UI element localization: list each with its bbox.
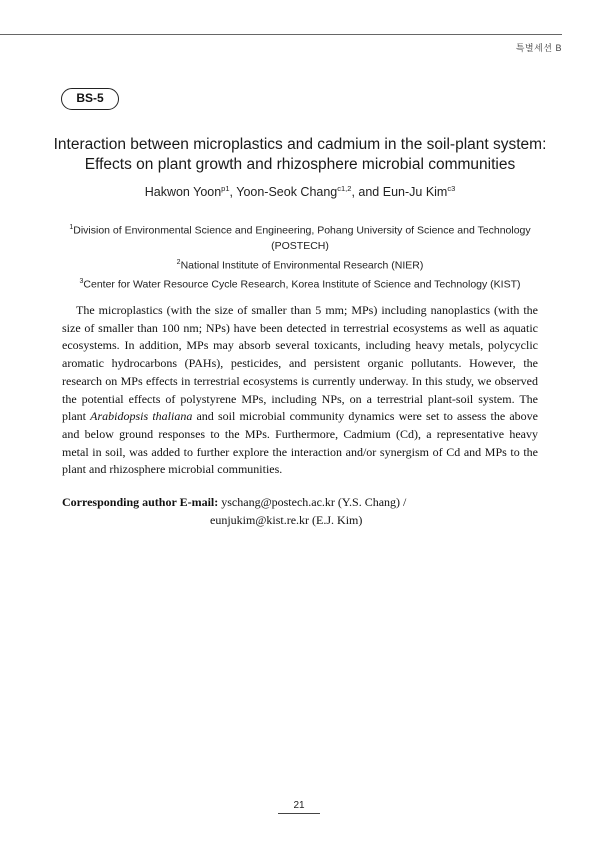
author-sup: c1,2 xyxy=(337,184,352,193)
affiliation-sup: 3 xyxy=(79,277,84,285)
author-name: Yoon-Seok Chang xyxy=(236,185,338,200)
affiliation-3 xyxy=(55,274,545,293)
abstract-body xyxy=(62,302,538,479)
header-rule xyxy=(0,34,562,35)
title-line-2: Effects on plant growth and rhizosphere microbial communities xyxy=(84,156,516,173)
author-list xyxy=(40,184,560,199)
corresponding-author xyxy=(62,493,406,529)
page-number: 21 xyxy=(278,800,320,814)
affiliation-text: Center for Water Resource Cycle Research, Korea Institute of Science and Technology (KIST) xyxy=(83,278,521,290)
paper-title xyxy=(40,135,560,175)
author-sup: p1 xyxy=(221,184,230,193)
author-sep: , and xyxy=(351,185,383,200)
author-sup: c3 xyxy=(447,184,456,193)
corresponding-email-1: yschang@postech.ac.kr (Y.S. Chang) / xyxy=(218,495,407,509)
affiliation-list xyxy=(55,220,545,293)
affiliation-sup: 2 xyxy=(176,258,181,266)
author-name: Eun-Ju Kim xyxy=(382,185,448,200)
corresponding-label: Corresponding author E-mail: xyxy=(62,495,219,509)
title-line-1: Interaction between microplastics and cadmium in the soil-plant system: xyxy=(53,136,547,153)
session-badge: BS-5 xyxy=(61,88,119,110)
abstract-text-2: and soil microbial community dynamics were set to assess the above and below ground responses to the MPs. Furthermore, Cadmium (Cd), a representative heavy metal in soil, was added to further explore the interaction and/or synergism of Cd and MPs to the plant and rhizosphere microbial communities. xyxy=(62,409,538,477)
affiliation-text: Division of Environmental Science and Engineering, Pohang University of Science and Technology (POSTECH) xyxy=(73,224,531,252)
affiliation-2 xyxy=(55,255,545,274)
affiliation-sup: 1 xyxy=(69,224,74,231)
author-sep: , xyxy=(229,185,237,200)
affiliation-1 xyxy=(55,220,545,255)
corresponding-email-2: eunjukim@kist.re.kr (E.J. Kim) xyxy=(210,513,363,527)
section-label: 특별세션 B xyxy=(515,43,562,53)
author-name: Hakwon Yoon xyxy=(144,185,222,200)
affiliation-text: National Institute of Environmental Research (NIER) xyxy=(180,259,424,271)
species-name: Arabidopsis thaliana xyxy=(90,409,193,424)
abstract-text-1: The microplastics (with the size of smaller than 5 mm; MPs) including nanoplastics (with the size of smaller than 100 nm; NPs) have been detected in terrestrial ecosystems as well as aquatic ecosystems. In addition, MPs may absorb several toxicants, including heavy metals, polycyclic aromatic hydrocarbons (PAHs), pesticides, and persistent organic pollutants. However, the research on MPs effects in terrestrial ecosystems is currently underway. In this study, we observed the potential effects of polystyrene MPs, including NPs, on a terrestrial plant-soil system. The plant xyxy=(62,303,538,424)
